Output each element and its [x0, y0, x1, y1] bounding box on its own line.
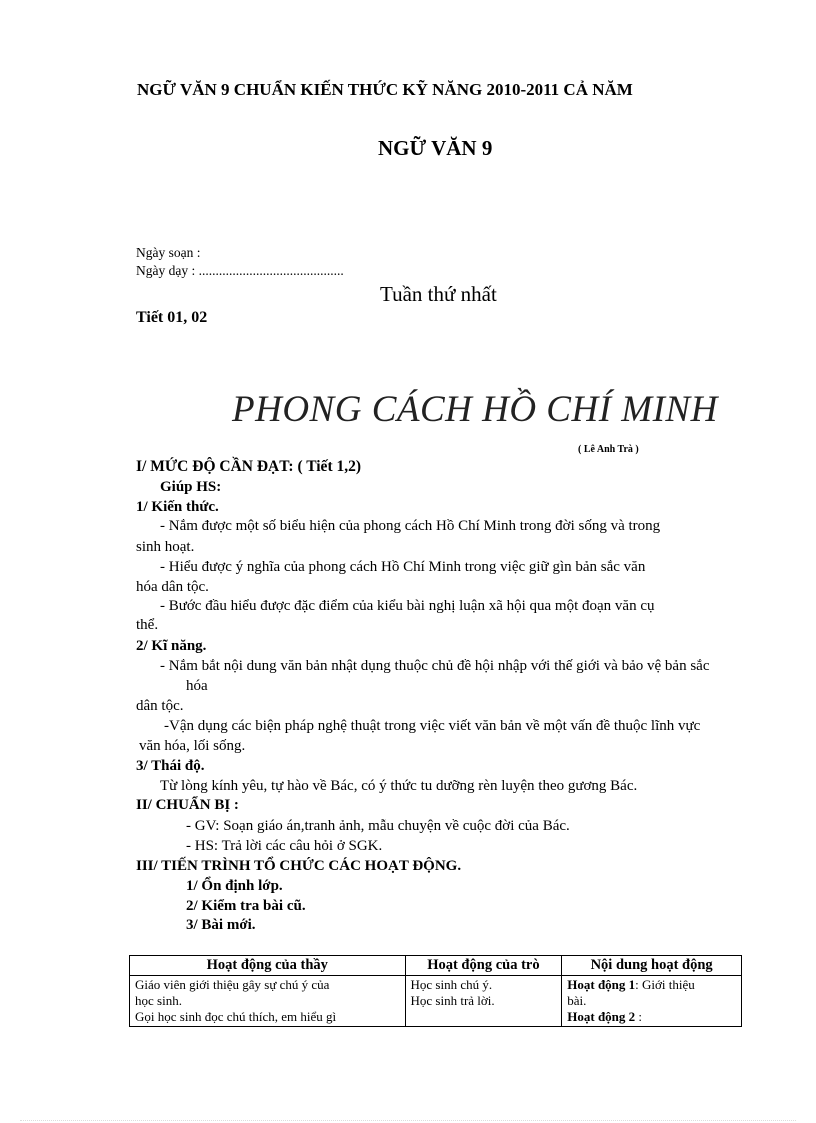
week-label: Tuần thứ nhất: [380, 282, 497, 306]
activity-2-label: Hoạt động 2: [567, 1009, 636, 1024]
skills-heading: 2/ Kĩ năng.: [136, 638, 207, 654]
student-activity-header: Hoạt động của trò: [405, 956, 562, 976]
knowledge-line-2: - Hiểu được ý nghĩa của phong cách Hồ Chí Minh trong việc giữ gìn bản sắc văn: [160, 559, 646, 575]
table-header-row: [130, 956, 742, 976]
step-new-lesson: 3/ Bài mới.: [186, 917, 256, 933]
knowledge-line-3-cont: thể.: [136, 617, 159, 633]
document-title: NGỮ VĂN 9 CHUẨN KIẾN THỨC KỸ NĂNG 2010-2011 CẢ NĂM: [137, 80, 633, 99]
content-line: bài.: [567, 993, 587, 1008]
skills-line-2: -Vận dụng các biện pháp nghệ thuật trong việc viết văn bản về một vấn đề thuộc lĩnh vực: [164, 718, 701, 734]
section-1-heading: I/ MỨC ĐỘ CẦN ĐẠT: ( Tiết 1,2): [136, 458, 362, 475]
activity-2-text: :: [635, 1009, 643, 1024]
prep-teacher: - GV: Soạn giáo án,tranh ảnh, mẫu chuyện về cuộc đời của Bác.: [186, 818, 570, 834]
content-line: [567, 977, 736, 993]
teacher-line: học sinh.: [135, 993, 182, 1008]
content-header: Nội dung hoạt động: [562, 956, 742, 976]
step-check-old: 2/ Kiểm tra bài cũ.: [186, 898, 306, 914]
skills-line-2-cont: văn hóa, lối sống.: [139, 738, 246, 754]
activity-1-label: Hoạt động 1: [567, 977, 636, 992]
knowledge-line-2-cont: hóa dân tộc.: [136, 579, 209, 595]
content-line: [567, 1009, 736, 1025]
prep-student: - HS: Trả lời các câu hỏi ở SGK.: [186, 838, 383, 854]
section-3-heading: III/ TIẾN TRÌNH TỔ CHỨC CÁC HOẠT ĐỘNG.: [136, 858, 462, 874]
student-line: Học sinh trả lời.: [410, 993, 495, 1008]
activity-table: [129, 955, 742, 1027]
lesson-title: PHONG CÁCH HỒ CHÍ MINH: [232, 389, 718, 430]
period-label: Tiết 01, 02: [136, 309, 208, 326]
knowledge-heading: 1/ Kiến thức.: [136, 499, 219, 515]
skills-line-1-end: dân tộc.: [136, 698, 184, 714]
knowledge-line-3: - Bước đầu hiểu được đặc điểm của kiểu bài nghị luận xã hội qua một đoạn văn cụ: [160, 598, 655, 614]
skills-line-1-cont: hóa: [186, 678, 208, 694]
student-line: Học sinh chú ý.: [410, 977, 493, 992]
page-bottom-rule: [20, 1120, 796, 1121]
teacher-activity-header: Hoạt động của thầy: [130, 956, 406, 976]
table-row: [130, 976, 742, 1027]
student-activity-cell: [405, 976, 562, 1027]
skills-line-1: - Nắm bắt nội dung văn bản nhật dụng thuộc chủ đề hội nhập với thế giới và bảo vệ bản sắc: [160, 658, 710, 674]
section-2-heading: II/ CHUẨN BỊ :: [136, 797, 239, 813]
step-stabilize: 1/ Ổn định lớp.: [186, 878, 283, 894]
activity-1-text: : Giới thiệu: [635, 977, 695, 992]
prep-date: Ngày soạn :: [136, 245, 201, 260]
lesson-author: ( Lê Anh Trà ): [578, 444, 639, 455]
content-cell: [562, 976, 742, 1027]
knowledge-line-1: - Nắm được một số biểu hiện của phong cách Hồ Chí Minh trong đời sống và trong: [160, 518, 661, 534]
teacher-line: Giáo viên giới thiệu gây sự chú ý của: [135, 977, 330, 992]
teacher-line: Gọi học sinh đọc chú thích, em hiểu gì: [135, 1009, 337, 1024]
knowledge-line-1-cont: sinh hoạt.: [136, 539, 195, 555]
section-1-help: Giúp HS:: [160, 479, 222, 495]
teacher-activity-cell: [130, 976, 406, 1027]
subject-heading: NGỮ VĂN 9: [378, 136, 493, 160]
attitude-heading: 3/ Thái độ.: [136, 758, 205, 774]
attitude-line-1: Từ lòng kính yêu, tự hào về Bác, có ý thức tu dưỡng rèn luyện theo gương Bác.: [160, 778, 638, 794]
teach-date: Ngày dạy : ...........................................: [136, 263, 344, 278]
